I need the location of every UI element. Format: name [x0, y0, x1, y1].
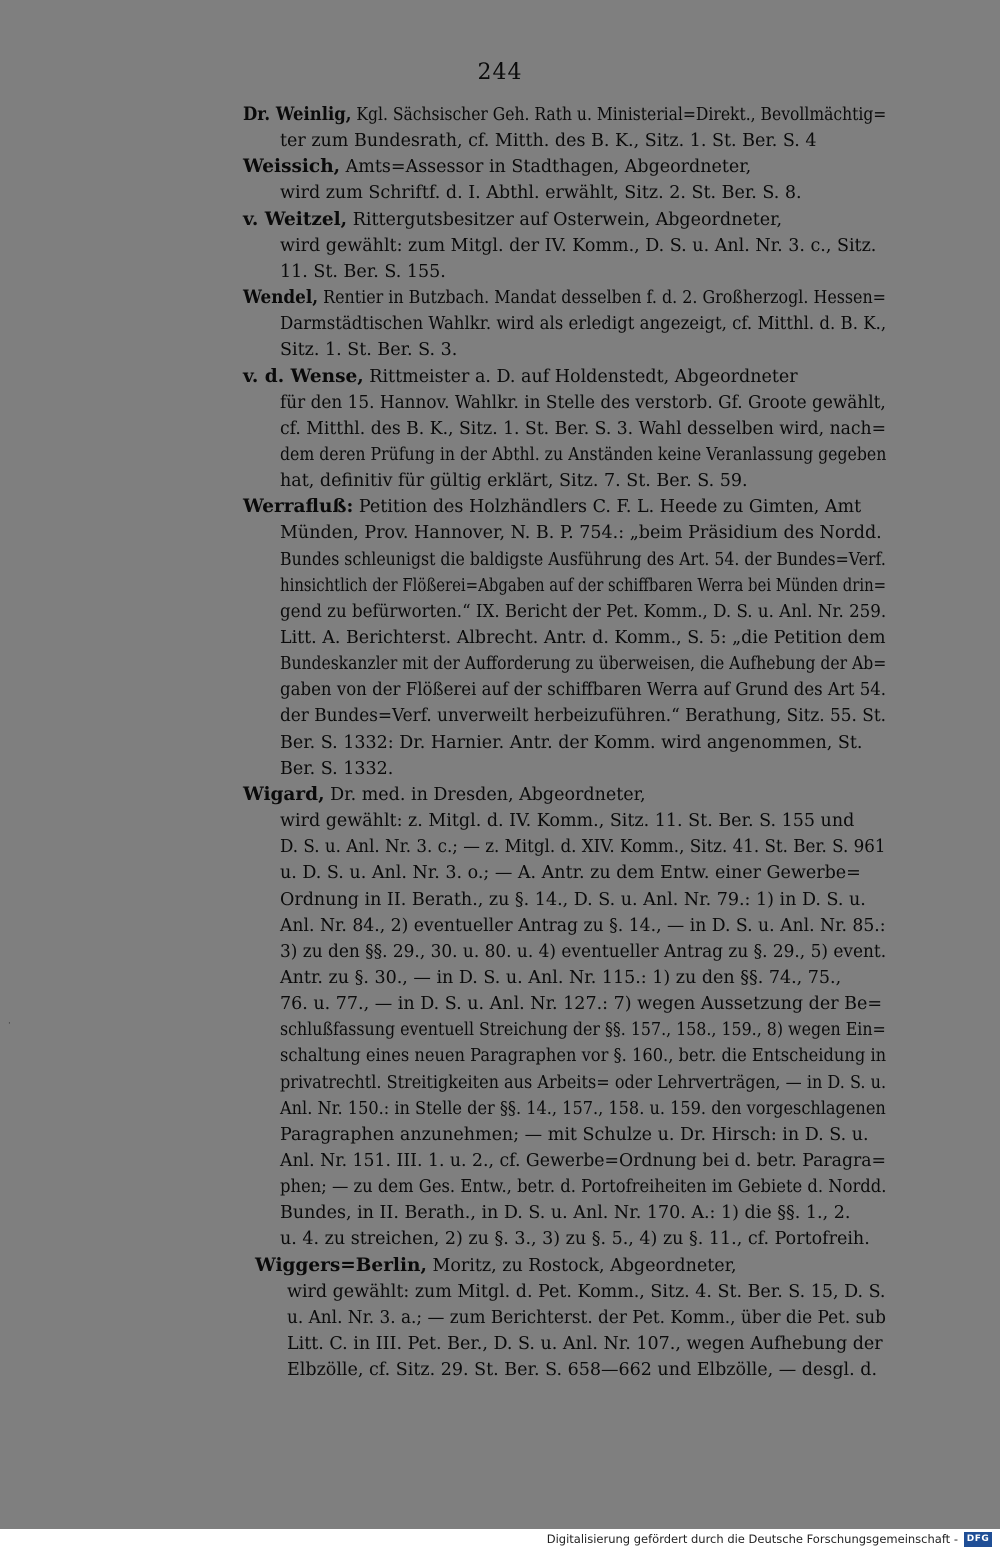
line-text: Ber. S. 1332: Dr. Harnier. Antr. der Komm. wird angenommen, St. — [280, 732, 863, 753]
line-text: wird zum Schriftf. d. I. Abthl. erwählt, Sitz. 2. St. Ber. S. 8. — [280, 183, 802, 204]
text-line — [280, 1200, 850, 1226]
text-line — [243, 364, 798, 390]
text-line — [287, 1357, 877, 1383]
line-text: Ber. S. 1332. — [280, 758, 394, 779]
line-text: Sitz. 1. St. Ber. S. 3. — [280, 340, 458, 361]
text-line — [243, 154, 751, 180]
text-line — [287, 1331, 883, 1357]
text-line — [280, 1096, 886, 1122]
text-line — [280, 442, 886, 468]
text-line — [280, 756, 393, 782]
text-line — [280, 1017, 886, 1043]
line-text: für den 15. Hannov. Wahlkr. in Stelle des verstorb. Gf. Groote gewählt, — [280, 392, 886, 413]
text-line — [287, 1305, 886, 1331]
line-text: Paragraphen anzunehmen; — mit Schulze u. Dr. Hirsch: in D. S. u. — [280, 1124, 869, 1145]
line-text: Anl. Nr. 84., 2) eventueller Antrag zu §. 14., — in D. S. u. Anl. Nr. 85.: — [280, 915, 886, 936]
line-text: D. S. u. Anl. Nr. 3. c.; — z. Mitgl. d. XIV. Komm., Sitz. 41. St. Ber. S. 961 — [280, 837, 886, 858]
line-text: Rentier in Butzbach. Mandat desselben f. d. 2. Großherzogl. Hessen= — [318, 288, 887, 309]
text-line — [243, 102, 886, 128]
text-line — [243, 782, 646, 808]
footer-credit: Digitalisierung gefördert durch die Deutsche Forschungsgemeinschaft - — [546, 1532, 958, 1546]
entry-name: Werrafluß: — [243, 496, 354, 518]
footer-bar — [0, 1529, 1000, 1551]
line-text: Bundes schleunigst die baldigste Ausführung des Art. 54. der Bundes=Verf. — [280, 549, 886, 570]
line-text: cf. Mitthl. des B. K., Sitz. 1. St. Ber. S. 3. Wahl desselben wird, nach= — [280, 418, 887, 439]
entry-name: v. d. Wense, — [243, 365, 364, 387]
entry-name: Wiggers=Berlin, — [255, 1254, 427, 1276]
text-line — [255, 1253, 737, 1279]
text-line — [280, 520, 882, 546]
line-text: Darmstädtischen Wahlkr. wird als erledigt angezeigt, cf. Mitthl. d. B. K., — [280, 314, 887, 335]
text-line — [280, 233, 876, 259]
line-text: u. 4. zu streichen, 2) zu §. 3., 3) zu §. 5., 4) zu §. 11., cf. Portofreih. — [280, 1229, 870, 1250]
line-text: Bundes, in II. Berath., in D. S. u. Anl. Nr. 170. A.: 1) die §§. 1., 2. — [280, 1203, 851, 1224]
line-text: 11. St. Ber. S. 155. — [280, 261, 446, 282]
line-text: Münden, Prov. Hannover, N. B. P. 754.: „beim Präsidium des Nordd. — [280, 523, 882, 544]
entry-name: Weissich, — [243, 156, 341, 178]
text-line — [280, 887, 866, 913]
entry-name: v. Weitzel, — [243, 208, 348, 230]
text-line — [280, 703, 886, 729]
line-text: Dr. med. in Dresden, Abgeordneter, — [324, 784, 646, 805]
text-line — [287, 1279, 885, 1305]
dfg-logo-icon: DFG — [964, 1532, 992, 1547]
line-text: der Bundes=Verf. unverweilt herbeizuführen.“ Berathung, Sitz. 55. St. — [280, 706, 886, 727]
line-text: Rittergutsbesitzer auf Osterwein, Abgeordneter, — [347, 209, 783, 230]
line-text: Litt. A. Berichterst. Albrecht. Antr. d. Komm., S. 5: „die Petition dem — [280, 628, 886, 648]
line-text: Bundeskanzler mit der Aufforderung zu überweisen, die Aufhebung der Ab= — [280, 654, 887, 675]
text-line — [280, 416, 886, 442]
text-line — [280, 939, 886, 965]
text-line — [280, 965, 841, 991]
text-line — [280, 1070, 886, 1096]
entry-name: Dr. Weinlig, — [243, 104, 352, 125]
text-line — [280, 625, 886, 651]
text-line — [280, 573, 886, 599]
line-text: hat, definitiv für gültig erklärt, Sitz. 7. St. Ber. S. 59. — [280, 471, 748, 492]
text-line — [243, 494, 861, 520]
line-text: 76. u. 77., — in D. S. u. Anl. Nr. 127.: 7) wegen Aussetzung der Be= — [280, 994, 882, 1015]
text-line — [280, 1148, 886, 1174]
text-line — [280, 128, 817, 154]
line-text: Antr. zu §. 30., — in D. S. u. Anl. Nr. 115.: 1) zu den §§. 74., 75., — [280, 967, 842, 988]
line-text: phen; — zu dem Ges. Entw., betr. d. Portofreiheiten im Gebiete d. Nordd. — [280, 1177, 887, 1198]
line-text: schlußfassung eventuell Streichung der §§. 157., 158., 159., 8) wegen Ein= — [280, 1020, 886, 1041]
line-text: privatrechtl. Streitigkeiten aus Arbeits= oder Lehrverträgen, — in D. S. u. — [280, 1072, 887, 1093]
line-text: Kgl. Sächsischer Geh. Rath u. Ministerial=Direkt., Bevollmächtig= — [351, 105, 887, 125]
line-text: wird gewählt: z. Mitgl. d. IV. Komm., Sitz. 11. St. Ber. S. 155 und — [280, 811, 855, 832]
entry-name: Wendel, — [243, 287, 319, 309]
text-line — [280, 913, 886, 939]
line-text: 3) zu den §§. 29., 30. u. 80. u. 4) eventueller Antrag zu §. 29., 5) event. — [280, 941, 887, 962]
line-text: wird gewählt: zum Mitgl. der IV. Komm., D. S. u. Anl. Nr. 3. c., Sitz. — [280, 235, 877, 256]
line-text: Litt. C. in III. Pet. Ber., D. S. u. Anl. Nr. 107., wegen Aufhebung der — [287, 1334, 883, 1355]
text-line — [280, 1174, 886, 1200]
line-text: wird gewählt: zum Mitgl. d. Pet. Komm., Sitz. 4. St. Ber. S. 15, D. S. — [287, 1281, 886, 1302]
line-text: u. Anl. Nr. 3. a.; — zum Berichterst. der Pet. Komm., über die Pet. sub — [287, 1307, 886, 1328]
text-line — [280, 259, 446, 285]
text-line — [280, 651, 886, 677]
text-line — [280, 808, 854, 834]
text-line — [243, 285, 886, 311]
line-text: gend zu befürworten.“ IX. Bericht der Pet. Komm., D. S. u. Anl. Nr. 259. — [280, 601, 887, 622]
line-text: Rittmeister a. D. auf Holdenstedt, Abgeordneter — [363, 366, 798, 387]
line-text: ter zum Bundesrath, cf. Mitth. des B. K., Sitz. 1. St. Ber. S. 4 — [280, 131, 817, 152]
text-line — [280, 1122, 869, 1148]
line-text: dem deren Prüfung in der Abthl. zu Anständen keine Veranlassung gegeben — [280, 444, 887, 465]
text-line — [280, 390, 886, 416]
line-text: u. D. S. u. Anl. Nr. 3. o.; — A. Antr. zu dem Entw. einer Gewerbe= — [280, 863, 861, 884]
line-text: Elbzölle, cf. Sitz. 29. St. Ber. S. 658—662 und Elbzölle, — desgl. d. — [287, 1360, 878, 1381]
text-line — [280, 730, 862, 756]
text-line — [280, 468, 748, 494]
text-line — [280, 337, 457, 363]
line-text: Ordnung in II. Berath., zu §. 14., D. S. u. Anl. Nr. 79.: 1) in D. S. u. — [280, 889, 866, 910]
text-line — [280, 311, 886, 337]
line-text: Petition des Holzhändlers C. F. L. Heede zu Gimten, Amt — [353, 497, 862, 518]
text-line — [280, 677, 886, 703]
line-text: Amts=Assessor in Stadthagen, Abgeordneter, — [340, 157, 752, 178]
page-number: 244 — [477, 60, 523, 85]
entry-name: Wigard, — [243, 783, 325, 805]
line-text: gaben von der Flößerei auf der schiffbaren Werra auf Grund des Art 54. — [280, 680, 887, 701]
line-text: Anl. Nr. 151. III. 1. u. 2., cf. Gewerbe=Ordnung bei d. betr. Paragra= — [280, 1151, 887, 1171]
line-text: Anl. Nr. 150.: in Stelle der §§. 14., 157., 158. u. 159. den vorgeschlagenen — [280, 1098, 886, 1119]
line-text: Moritz, zu Rostock, Abgeordneter, — [426, 1255, 737, 1276]
line-text: schaltung eines neuen Paragraphen vor §. 160., betr. die Entscheidung in — [280, 1046, 887, 1067]
text-line — [280, 834, 886, 860]
text-line — [280, 547, 886, 573]
text-line — [280, 599, 886, 625]
text-line — [280, 860, 861, 886]
text-line — [243, 207, 782, 233]
scan-speck: · — [8, 1019, 11, 1029]
text-line — [280, 991, 882, 1017]
text-line — [280, 180, 802, 206]
text-line — [280, 1043, 886, 1069]
line-text: hinsichtlich der Flößerei=Abgaben auf der schiffbaren Werra bei Münden drin= — [280, 575, 887, 596]
text-line — [280, 1226, 870, 1252]
